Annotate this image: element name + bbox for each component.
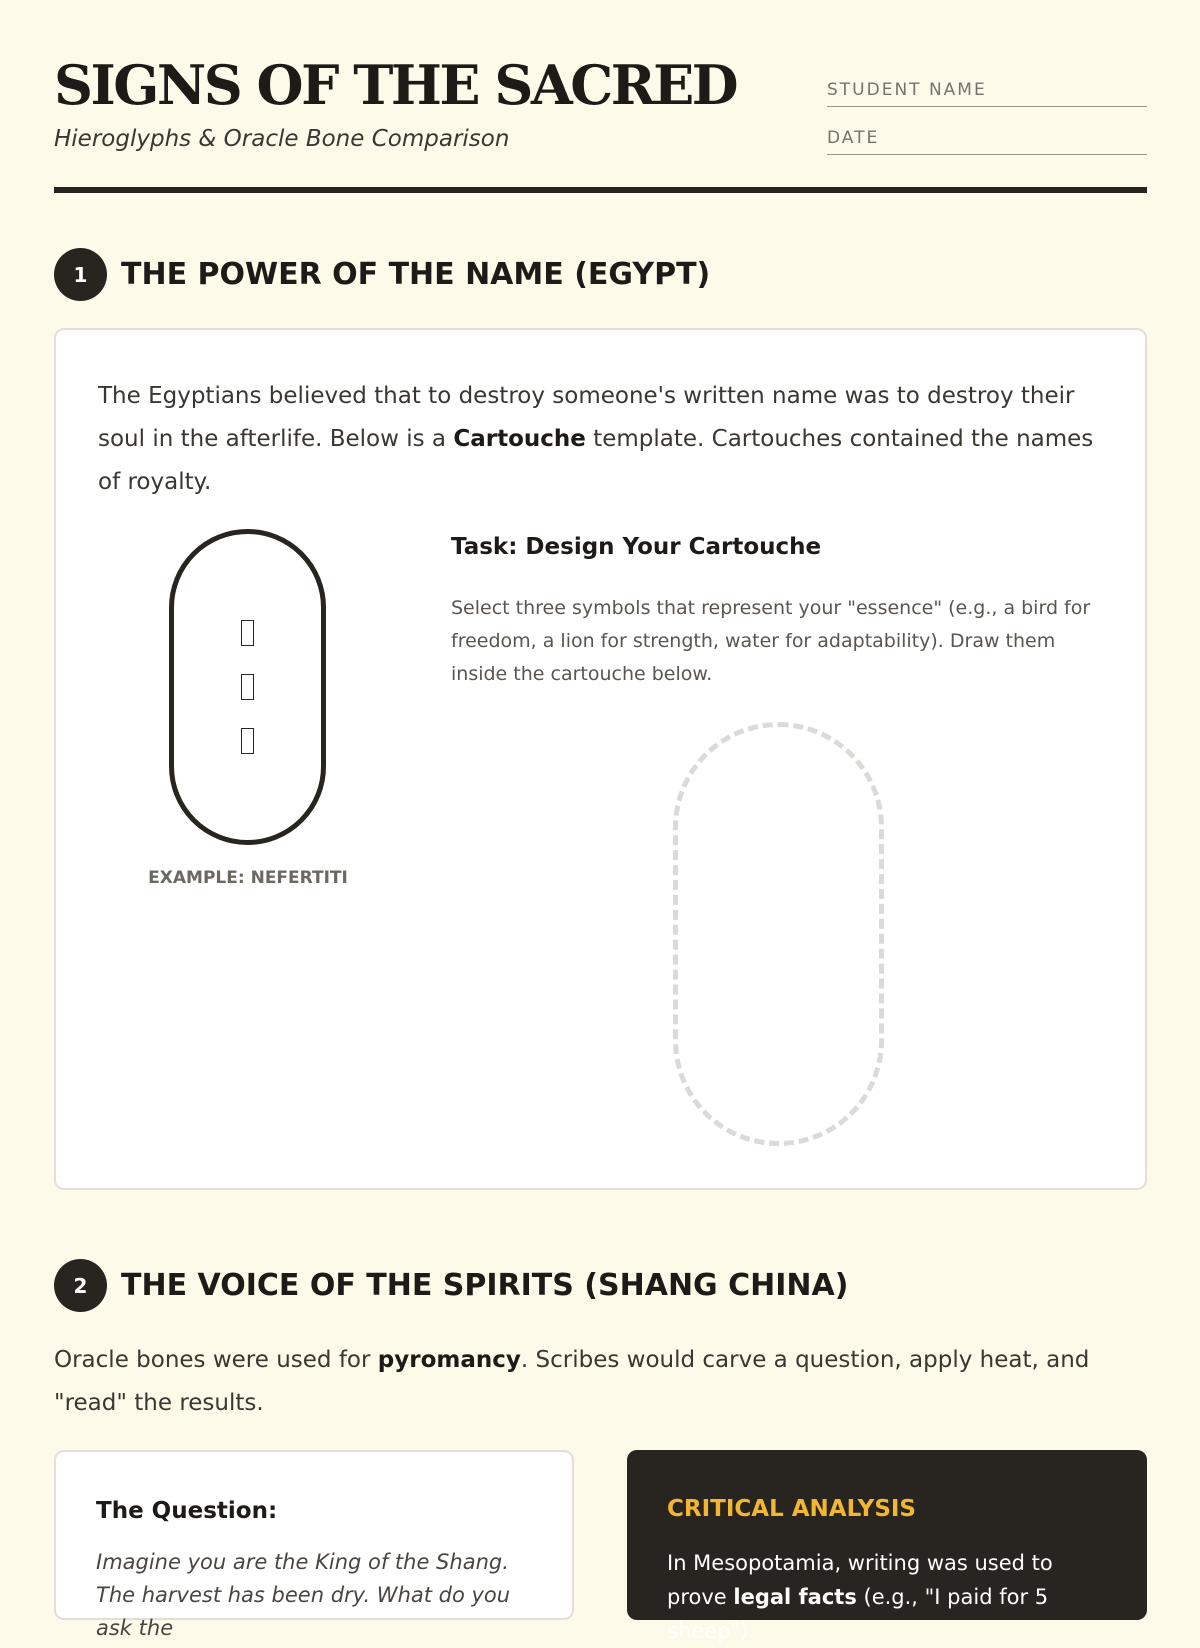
question-text: Imagine you are the King of the Shang. The harvest has been dry. What do you ask the [96, 1550, 511, 1640]
intro-text-end: . Scribes would carve a question, apply heat, and "read" the results. [54, 1347, 1090, 1416]
analysis-text [667, 1546, 1117, 1648]
section-2-heading [54, 1259, 848, 1312]
hieroglyph-glyph [241, 728, 254, 754]
intro-keyword: pyromancy [377, 1347, 521, 1373]
analysis-keyword: legal facts [733, 1585, 857, 1609]
task-description: Select three symbols that represent your "essence" (e.g., a bird for freedom, a lion for strength, water for adaptability). Draw them inside the cartouche below. [451, 597, 1091, 685]
date-label: DATE [827, 128, 880, 148]
example-caption: EXAMPLE: NEFERTITI [148, 868, 348, 888]
cartouche-card [54, 328, 1147, 1190]
question-card [54, 1450, 574, 1640]
example-cartouche [169, 529, 326, 845]
section-number-badge: 2 [54, 1259, 107, 1312]
hieroglyph-glyph [241, 620, 254, 646]
intro-text: Oracle bones were used for [54, 1347, 378, 1373]
section-1-heading [54, 248, 710, 301]
analysis-text-start: In Mesopotamia, writing was used to prove [667, 1551, 1053, 1609]
critical-analysis-card [627, 1450, 1147, 1643]
blank-cartouche-drawing-area[interactable] [673, 722, 884, 1146]
page-subtitle: Hieroglyphs & Oracle Bone Comparison [54, 126, 510, 152]
analysis-text-end: (e.g., "I paid for 5 sheep"). [667, 1585, 1049, 1643]
section-2-intro [54, 1339, 1147, 1425]
header-divider [54, 187, 1147, 193]
section-number-badge: 1 [54, 248, 107, 301]
section-title: THE VOICE OF THE SPIRITS (SHANG CHINA) [121, 1268, 849, 1303]
page-title: SIGNS OF THE SACRED [54, 53, 737, 117]
student-name-label: STUDENT NAME [827, 80, 987, 100]
task-title: Task: Design Your Cartouche [451, 534, 822, 560]
intro-text: The Egyptians believed that to destroy someone's written name was to destroy their soul in the afterlife. Below is a [98, 383, 1075, 452]
analysis-title: CRITICAL ANALYSIS [667, 1496, 917, 1522]
student-name-field[interactable] [827, 80, 1147, 107]
question-title: The Question: [96, 1498, 278, 1524]
date-field[interactable] [827, 128, 1147, 155]
section-title: THE POWER OF THE NAME (EGYPT) [121, 257, 711, 292]
hieroglyph-glyph [241, 674, 254, 700]
intro-keyword: Cartouche [453, 426, 586, 452]
intro-text-end: template. Cartouches contained the names of royalty. [98, 426, 1094, 495]
section-1-intro [98, 375, 1098, 504]
